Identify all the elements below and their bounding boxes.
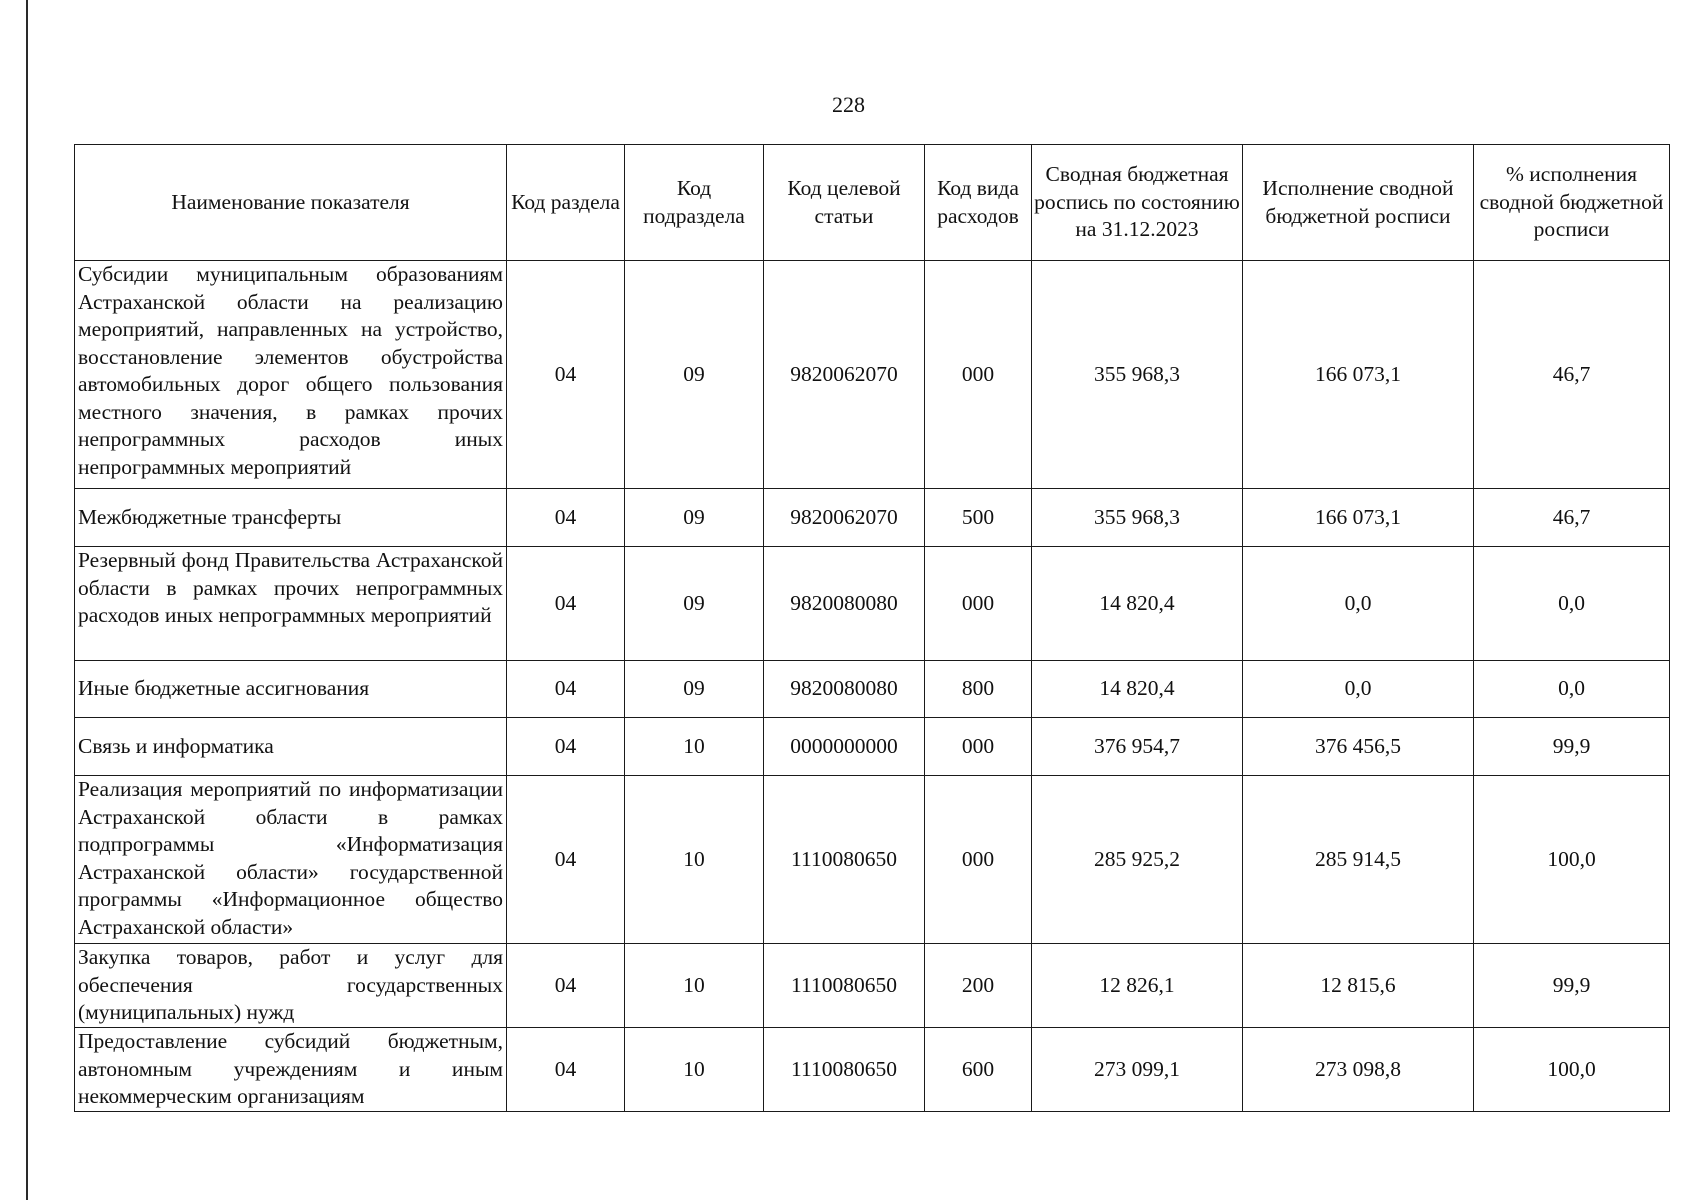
cell-executed: 12 815,6	[1243, 944, 1474, 1028]
cell-executed: 166 073,1	[1243, 489, 1474, 547]
cell-planned: 355 968,3	[1032, 261, 1243, 489]
cell-name: Резервный фонд Правительства Астраханской области в рамках прочих непрограммных расходов иных непрограммных мероприятий	[75, 547, 507, 661]
cell-executed: 0,0	[1243, 547, 1474, 661]
cell-subsection: 09	[625, 661, 764, 718]
cell-executed: 376 456,5	[1243, 718, 1474, 776]
table-row	[75, 776, 1670, 944]
cell-subsection: 10	[625, 944, 764, 1028]
budget-table	[74, 144, 1670, 1112]
cell-expense-type: 200	[925, 944, 1032, 1028]
cell-name: Иные бюджетные ассигнования	[75, 661, 507, 718]
cell-percent: 0,0	[1474, 661, 1670, 718]
cell-expense-type: 000	[925, 718, 1032, 776]
cell-name: Межбюджетные трансферты	[75, 489, 507, 547]
cell-percent: 99,9	[1474, 718, 1670, 776]
cell-target: 0000000000	[764, 718, 925, 776]
cell-expense-type: 000	[925, 261, 1032, 489]
cell-name: Субсидии муниципальным образованиям Астраханской области на реализацию мероприятий, направленных на устройство, восстановление элементов обустройства автомобильных дорог общего пользования местного значения, в рамках прочих непрограммных расходов иных непрограммных мероприятий	[75, 261, 507, 489]
table-row	[75, 261, 1670, 489]
cell-expense-type: 000	[925, 547, 1032, 661]
cell-percent: 46,7	[1474, 261, 1670, 489]
cell-section: 04	[507, 547, 625, 661]
cell-section: 04	[507, 261, 625, 489]
header-section: Код раздела	[507, 145, 625, 261]
cell-target: 1110080650	[764, 944, 925, 1028]
cell-subsection: 10	[625, 718, 764, 776]
header-expense-type: Код вида расходов	[925, 145, 1032, 261]
cell-percent: 100,0	[1474, 1028, 1670, 1112]
header-target: Код целевой статьи	[764, 145, 925, 261]
cell-target: 9820062070	[764, 261, 925, 489]
cell-target: 9820080080	[764, 547, 925, 661]
header-executed: Исполнение сводной бюджетной росписи	[1243, 145, 1474, 261]
scan-edge-line	[26, 0, 28, 1200]
cell-planned: 14 820,4	[1032, 661, 1243, 718]
cell-section: 04	[507, 718, 625, 776]
table-row	[75, 547, 1670, 661]
header-subsection: Код подраздела	[625, 145, 764, 261]
cell-planned: 355 968,3	[1032, 489, 1243, 547]
cell-subsection: 09	[625, 547, 764, 661]
header-planned: Сводная бюджетная роспись по состоянию на 31.12.2023	[1032, 145, 1243, 261]
table-row	[75, 661, 1670, 718]
cell-subsection: 10	[625, 776, 764, 944]
cell-planned: 285 925,2	[1032, 776, 1243, 944]
cell-percent: 100,0	[1474, 776, 1670, 944]
cell-planned: 14 820,4	[1032, 547, 1243, 661]
cell-name: Закупка товаров, работ и услуг для обеспечения государственных (муниципальных) нужд	[75, 944, 507, 1028]
cell-name: Предоставление субсидий бюджетным, автономным учреждениям и иным некоммерческим организациям	[75, 1028, 507, 1112]
cell-percent: 99,9	[1474, 944, 1670, 1028]
table-row	[75, 944, 1670, 1028]
cell-executed: 285 914,5	[1243, 776, 1474, 944]
page-number: 228	[832, 92, 865, 117]
cell-section: 04	[507, 661, 625, 718]
table-header-row	[75, 145, 1670, 261]
cell-section: 04	[507, 944, 625, 1028]
cell-expense-type: 500	[925, 489, 1032, 547]
cell-expense-type: 000	[925, 776, 1032, 944]
table-row	[75, 718, 1670, 776]
cell-subsection: 10	[625, 1028, 764, 1112]
cell-executed: 273 098,8	[1243, 1028, 1474, 1112]
table-row	[75, 489, 1670, 547]
header-percent: % исполнения сводной бюджетной росписи	[1474, 145, 1670, 261]
cell-expense-type: 600	[925, 1028, 1032, 1112]
cell-target: 1110080650	[764, 1028, 925, 1112]
table-row	[75, 1028, 1670, 1112]
cell-executed: 166 073,1	[1243, 261, 1474, 489]
cell-planned: 376 954,7	[1032, 718, 1243, 776]
cell-planned: 273 099,1	[1032, 1028, 1243, 1112]
cell-target: 9820080080	[764, 661, 925, 718]
table-body	[75, 261, 1670, 1112]
cell-name: Реализация мероприятий по информатизации Астраханской области в рамках подпрограммы «Информатизация Астраханской области» государственной программы «Информационное общество Астраханской области»	[75, 776, 507, 944]
cell-target: 1110080650	[764, 776, 925, 944]
cell-subsection: 09	[625, 261, 764, 489]
cell-section: 04	[507, 1028, 625, 1112]
cell-percent: 46,7	[1474, 489, 1670, 547]
header-name: Наименование показателя	[75, 145, 507, 261]
cell-section: 04	[507, 489, 625, 547]
cell-expense-type: 800	[925, 661, 1032, 718]
cell-subsection: 09	[625, 489, 764, 547]
cell-executed: 0,0	[1243, 661, 1474, 718]
cell-name: Связь и информатика	[75, 718, 507, 776]
cell-planned: 12 826,1	[1032, 944, 1243, 1028]
cell-section: 04	[507, 776, 625, 944]
cell-percent: 0,0	[1474, 547, 1670, 661]
cell-target: 9820062070	[764, 489, 925, 547]
